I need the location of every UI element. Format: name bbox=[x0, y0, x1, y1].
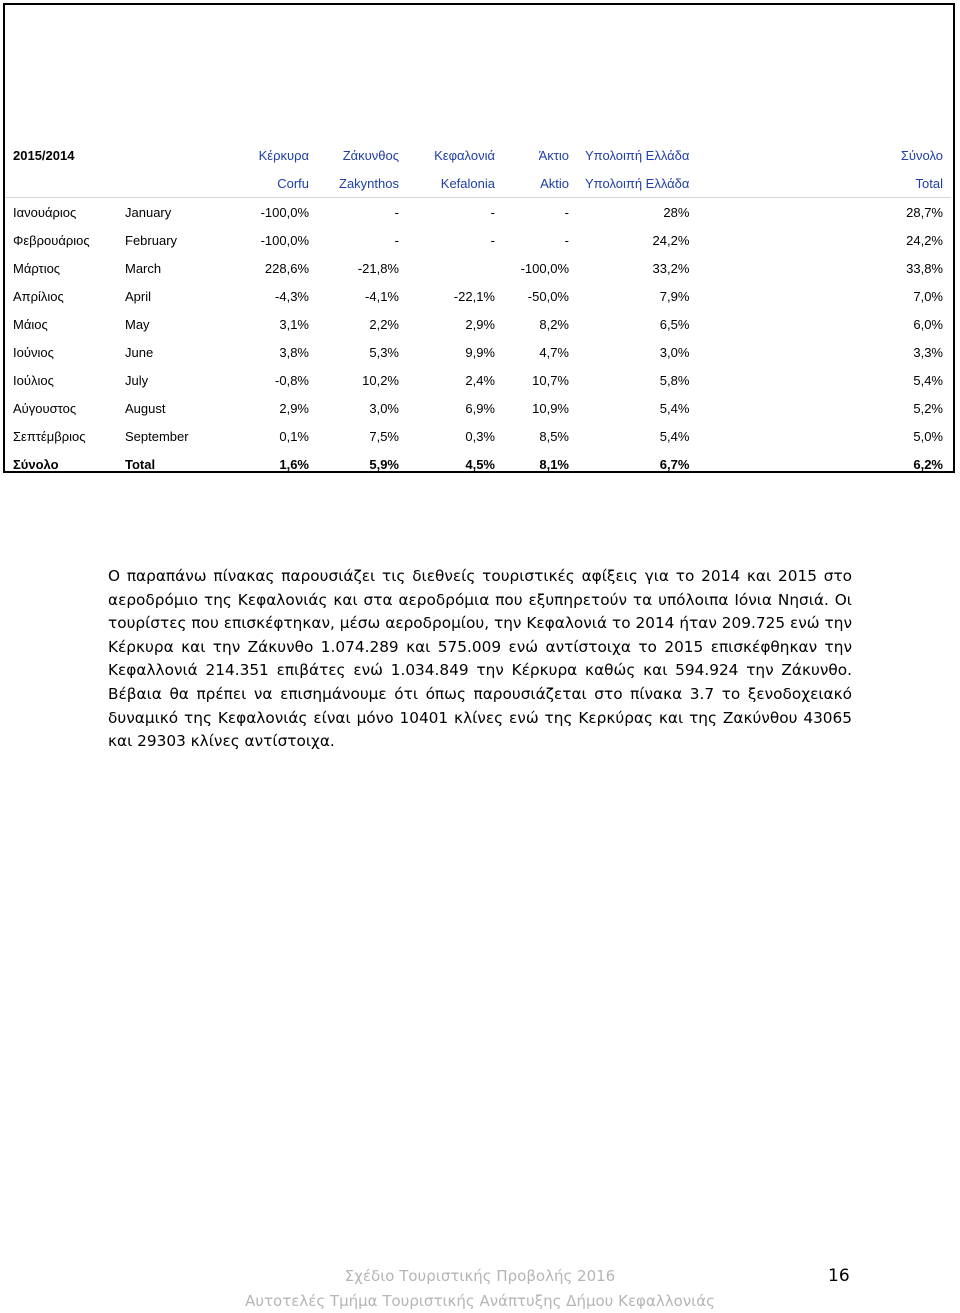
cell-kefalonia: 4,5% bbox=[465, 456, 495, 472]
cell-corfu: 1,6% bbox=[279, 456, 309, 472]
cell-total: 6,2% bbox=[913, 456, 943, 472]
cell-total: 3,3% bbox=[913, 344, 943, 360]
table-corner-label: 2015/2014 bbox=[13, 147, 75, 163]
cell-zakynthos: - bbox=[394, 232, 399, 248]
cell-kefalonia: 2,9% bbox=[465, 316, 495, 332]
cell-zakynthos: 7,5% bbox=[369, 428, 399, 444]
cell-rest-greece: 6,7% bbox=[659, 456, 690, 472]
month-greek: Σύνολο bbox=[13, 456, 59, 472]
month-english: February bbox=[125, 232, 178, 248]
cell-total: 5,2% bbox=[913, 400, 943, 416]
cell-corfu: 2,9% bbox=[279, 400, 309, 416]
cell-rest-greece: 7,9% bbox=[659, 288, 690, 304]
cell-corfu: 3,1% bbox=[279, 316, 309, 332]
cell-zakynthos: - bbox=[394, 204, 399, 220]
header-rest-greece-en: Υπολοιπή Ελλάδα bbox=[577, 169, 697, 198]
cell-corfu: 0,1% bbox=[279, 428, 309, 444]
cell-kefalonia: - bbox=[490, 204, 495, 220]
header-kefalonia-gr: Κεφαλονιά bbox=[434, 147, 495, 163]
description-paragraph bbox=[108, 565, 852, 754]
table-row bbox=[5, 198, 951, 227]
page-number: 16 bbox=[828, 1266, 850, 1286]
month-greek: Απρίλιος bbox=[13, 288, 64, 304]
cell-aktio: - bbox=[564, 232, 569, 248]
header-empty bbox=[5, 169, 117, 198]
cell-corfu: -100,0% bbox=[260, 204, 309, 220]
month-english: June bbox=[125, 344, 154, 360]
cell-zakynthos: -21,8% bbox=[357, 260, 399, 276]
month-english: April bbox=[125, 288, 152, 304]
footer-department: Αυτοτελές Τμήμα Τουριστικής Ανάπτυξης Δήμου Κεφαλλονιάς bbox=[245, 1292, 715, 1310]
month-english: July bbox=[125, 372, 149, 388]
table-row bbox=[5, 422, 951, 450]
cell-zakynthos: -4,1% bbox=[365, 288, 399, 304]
table-row bbox=[5, 254, 951, 282]
cell-zakynthos: 2,2% bbox=[369, 316, 399, 332]
table-row bbox=[5, 226, 951, 254]
cell-zakynthos: 5,3% bbox=[369, 344, 399, 360]
header-total-en: Total bbox=[697, 169, 951, 198]
header-zakynthos-gr: Ζάκυνθος bbox=[342, 147, 399, 163]
month-greek: Φεβρουάριος bbox=[13, 232, 90, 248]
cell-aktio: -100,0% bbox=[520, 260, 569, 276]
cell-corfu: 3,8% bbox=[279, 344, 309, 360]
cell-kefalonia: -22,1% bbox=[453, 288, 495, 304]
cell-aktio: 8,2% bbox=[539, 316, 569, 332]
cell-zakynthos: 5,9% bbox=[369, 456, 399, 472]
cell-corfu: -0,8% bbox=[275, 372, 309, 388]
cell-kefalonia: 0,3% bbox=[465, 428, 495, 444]
cell-aktio: - bbox=[564, 204, 569, 220]
table-row bbox=[5, 282, 951, 310]
cell-kefalonia: 2,4% bbox=[465, 372, 495, 388]
header-empty bbox=[117, 169, 221, 198]
cell-total: 6,0% bbox=[913, 316, 943, 332]
cell-aktio: 8,5% bbox=[539, 428, 569, 444]
header-total-gr: Σύνολο bbox=[900, 147, 943, 163]
cell-rest-greece: 5,4% bbox=[659, 400, 690, 416]
cell-kefalonia: 6,9% bbox=[465, 400, 495, 416]
header-corfu-gr: Κέρκυρα bbox=[258, 147, 309, 163]
month-english: September bbox=[125, 428, 189, 444]
header-rest-greece-gr: Υπολοιπή Ελλάδα bbox=[585, 147, 690, 163]
cell-total: 24,2% bbox=[906, 232, 943, 248]
header-aktio-gr: Άκτιο bbox=[538, 147, 569, 163]
cell-rest-greece: 33,2% bbox=[652, 260, 690, 276]
cell-total: 33,8% bbox=[906, 260, 943, 276]
table-row bbox=[5, 394, 951, 422]
table-header-greek bbox=[5, 141, 951, 169]
cell-corfu: -4,3% bbox=[275, 288, 309, 304]
arrivals-table bbox=[5, 141, 951, 478]
month-greek: Αύγουστος bbox=[13, 400, 77, 416]
cell-corfu: -100,0% bbox=[260, 232, 309, 248]
cell-rest-greece: 5,8% bbox=[659, 372, 690, 388]
cell-rest-greece: 5,4% bbox=[659, 428, 690, 444]
cell-zakynthos: 3,0% bbox=[369, 400, 399, 416]
cell-rest-greece: 3,0% bbox=[659, 344, 690, 360]
month-english: Total bbox=[125, 456, 156, 472]
header-aktio-en: Aktio bbox=[503, 169, 577, 198]
month-greek: Ιούνιος bbox=[13, 344, 54, 360]
cell-rest-greece: 6,5% bbox=[659, 316, 690, 332]
cell-aktio: -50,0% bbox=[527, 288, 569, 304]
cell-kefalonia bbox=[407, 254, 503, 282]
cell-corfu: 228,6% bbox=[264, 260, 309, 276]
cell-total: 5,4% bbox=[913, 372, 943, 388]
header-zakynthos-en: Zakynthos bbox=[317, 169, 407, 198]
month-english: January bbox=[125, 204, 172, 220]
month-greek: Ιανουάριος bbox=[13, 204, 77, 220]
cell-total: 5,0% bbox=[913, 428, 943, 444]
month-greek: Μάρτιος bbox=[13, 260, 61, 276]
cell-zakynthos: 10,2% bbox=[362, 372, 399, 388]
month-english: May bbox=[125, 316, 150, 332]
cell-aktio: 4,7% bbox=[539, 344, 569, 360]
paragraph-text: Ο παραπάνω πίνακας παρουσιάζει τις διεθνείς τουριστικές αφίξεις για το 2014 και 2015 στο αεροδρόμιο της Κεφαλονιάς και στα αεροδρόμια που εξυπηρετούν τα υπόλοιπα Ιόνια Νησιά. Οι τουρίστες που επισκέφτηκαν, μέσω αεροδρομίου, την Κεφαλονιά το 2014 ήταν 209.725 ενώ την Κέρκυρα και την Ζάκυνθο 1.074.289 και 575.009 ενώ αντίστοιχα το 2015 επισκέφθηκαν την Κεφαλλονιά 214.351 επιβάτες ενώ 1.034.849 την Κέρκυρα καθώς και 594.924 την Ζάκυνθο. Βέβαια θα πρέπει να επισημάνουμε ότι όπως παρουσιάζεται στο πίνακα 3.7 το ξενοδοχειακό δυναμικό της Κεφαλονιάς είναι μόνο 10401 κλίνες ενώ της Κερκύρας και της Ζακύνθου 43065 και 29303 κλίνες αντίστοιχα. bbox=[108, 567, 852, 751]
cell-aktio: 10,7% bbox=[532, 372, 569, 388]
cell-aktio: 10,9% bbox=[532, 400, 569, 416]
table-row bbox=[5, 366, 951, 394]
cell-aktio: 8,1% bbox=[539, 456, 569, 472]
cell-kefalonia: 9,9% bbox=[465, 344, 495, 360]
footer-title: Σχέδιο Τουριστικής Προβολής 2016 bbox=[344, 1267, 616, 1285]
month-greek: Σεπτέμβριος bbox=[13, 428, 86, 444]
table-row bbox=[5, 338, 951, 366]
table-row bbox=[5, 310, 951, 338]
month-greek: Ιούλιος bbox=[13, 372, 54, 388]
total-row bbox=[5, 450, 951, 478]
table-header-english bbox=[5, 169, 951, 198]
cell-total: 7,0% bbox=[913, 288, 943, 304]
cell-rest-greece: 24,2% bbox=[652, 232, 690, 248]
header-corfu-en: Corfu bbox=[221, 169, 317, 198]
cell-kefalonia: - bbox=[490, 232, 495, 248]
cell-total: 28,7% bbox=[906, 204, 943, 220]
cell-rest-greece: 28% bbox=[663, 204, 690, 220]
month-greek: Μάιος bbox=[13, 316, 48, 332]
header-kefalonia-en: Kefalonia bbox=[407, 169, 503, 198]
month-english: March bbox=[125, 260, 162, 276]
month-english: August bbox=[125, 400, 166, 416]
header-empty bbox=[117, 141, 221, 169]
